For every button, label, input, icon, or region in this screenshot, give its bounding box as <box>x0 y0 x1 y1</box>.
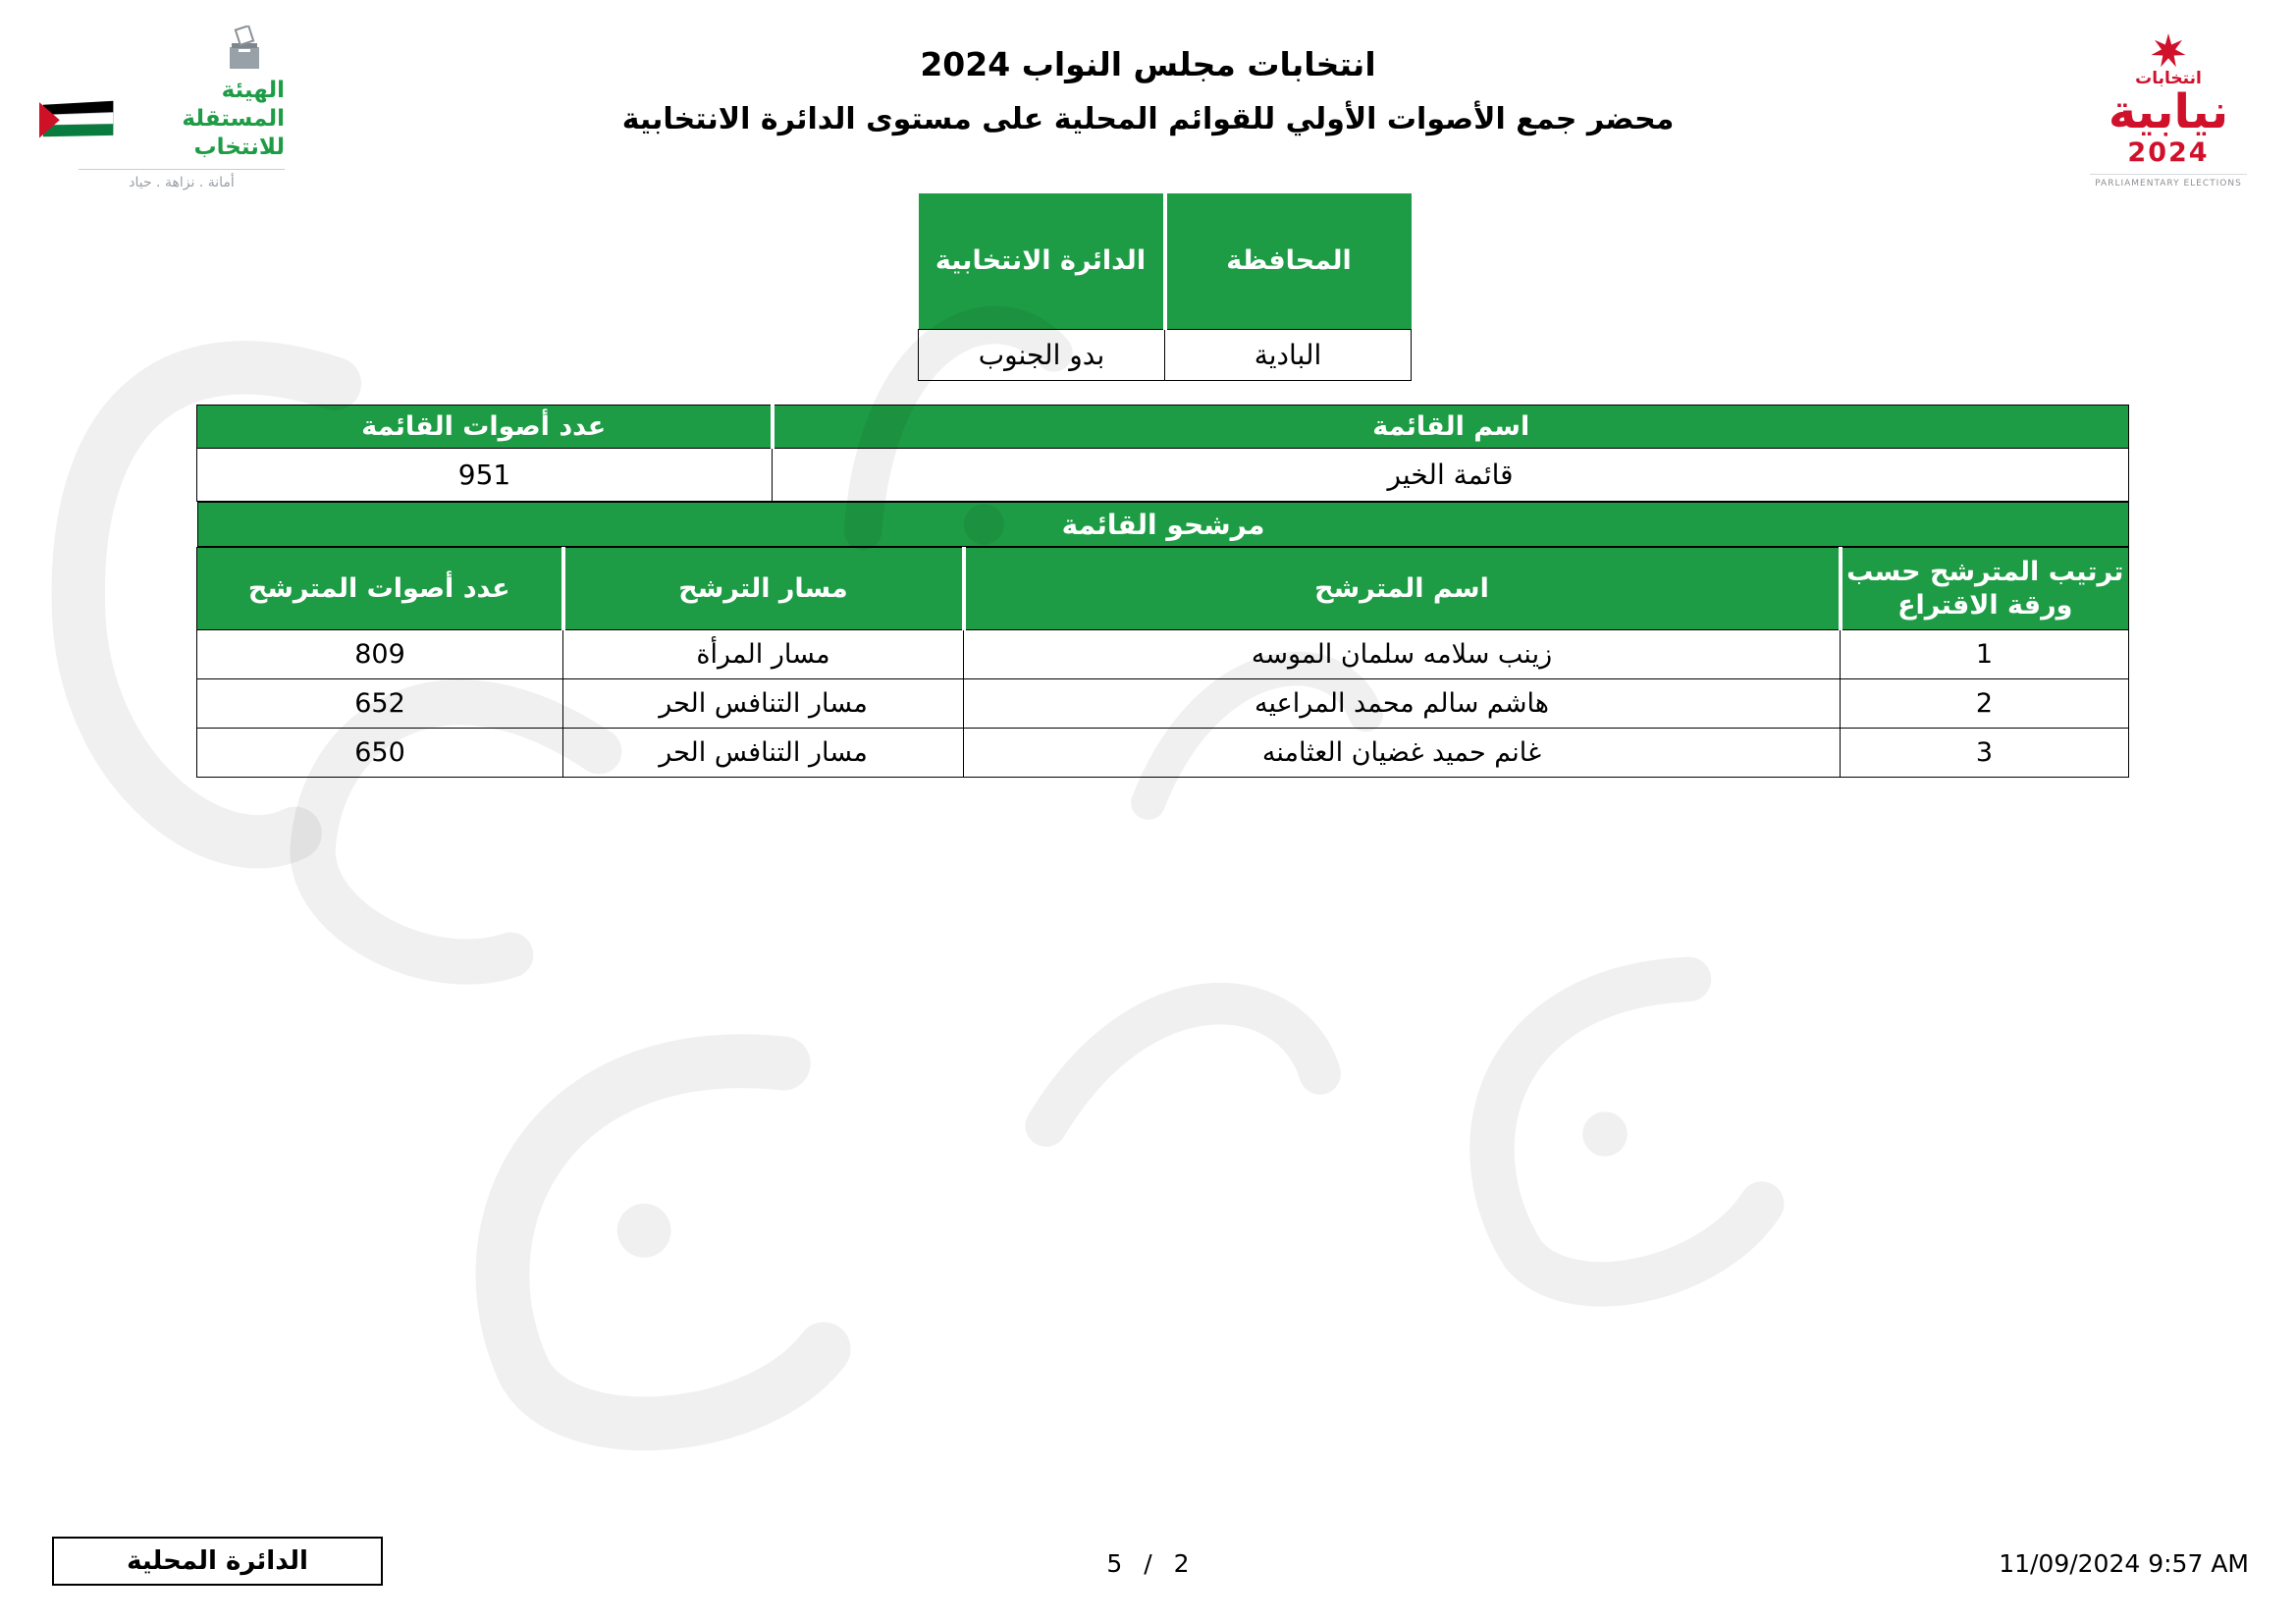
iec-tagline: أمانة . نزاهة . حياد <box>79 169 285 190</box>
district-header-cell: الدائرة الانتخابية <box>919 193 1165 329</box>
election-logo-word1: انتخابات <box>2135 69 2202 88</box>
candidate-row <box>197 630 2129 679</box>
candidate-votes: 809 <box>197 630 563 679</box>
candidate-row <box>197 679 2129 729</box>
candidate-order: 3 <box>1841 729 2129 778</box>
candidate-votes-header: عدد أصوات المترشح <box>197 548 563 630</box>
candidate-name-header: اسم المترشح <box>964 548 1841 630</box>
candidate-order: 1 <box>1841 630 2129 679</box>
watermark-swoosh <box>985 868 1392 1282</box>
iec-logo <box>39 26 285 190</box>
candidates-header-row <box>197 548 2129 630</box>
district-value-cell: بدو الجنوب <box>919 329 1165 380</box>
page-indicator-text: 5 / 2 <box>1106 1549 1190 1578</box>
candidate-track: مسار التنافس الحر <box>563 729 964 778</box>
election-logo-year: 2024 <box>2127 137 2210 168</box>
iec-name <box>124 77 285 161</box>
footer-datetime: 11/09/2024 9:57 AM <box>1999 1549 2249 1578</box>
iec-name-line2: للانتخاب <box>193 134 285 160</box>
list-votes-header-cell: عدد أصوات القائمة <box>197 406 773 449</box>
seven-pointed-star-icon <box>2151 33 2186 69</box>
page-subtitle: محضر جمع الأصوات الأولي للقوائم المحلية على مستوى الدائرة الانتخابية <box>621 102 1675 136</box>
footer-district-label: الدائرة المحلية <box>52 1537 383 1586</box>
ballot-box-icon <box>222 26 267 75</box>
candidates-section-banner: مرشحو القائمة <box>197 502 2129 547</box>
candidate-votes: 652 <box>197 679 563 729</box>
candidate-order-header: ترتيب المترشح حسب ورقة الاقتراع <box>1841 548 2129 630</box>
list-name-value-cell: قائمة الخير <box>773 449 2129 502</box>
election-2024-logo <box>2090 33 2247 189</box>
watermark-swoosh <box>1358 874 1852 1393</box>
candidate-row <box>197 729 2129 778</box>
candidate-name: غانم حميد غضيان العثامنه <box>964 729 1841 778</box>
list-table <box>196 405 2129 502</box>
candidate-order: 2 <box>1841 679 2129 729</box>
election-logo-subtitle: PARLIAMENTARY ELECTIONS <box>2090 174 2247 189</box>
jordan-flag-icon <box>39 97 116 140</box>
candidate-track: مسار المرأة <box>563 630 964 679</box>
candidate-track: مسار التنافس الحر <box>563 679 964 729</box>
page-indicator <box>0 1549 2296 1578</box>
page-title: انتخابات مجلس النواب 2024 <box>920 45 1376 83</box>
candidate-votes: 650 <box>197 729 563 778</box>
candidate-name: هاشم سالم محمد المراعيه <box>964 679 1841 729</box>
election-logo-word2: نيابية <box>2108 84 2229 139</box>
list-name-header-cell: اسم القائمة <box>773 406 2129 449</box>
district-governorate-table <box>918 193 1412 381</box>
candidate-track-header: مسار الترشح <box>563 548 964 630</box>
candidate-name: زينب سلامه سلمان الموسه <box>964 630 1841 679</box>
governorate-value-cell: البادية <box>1165 329 1412 380</box>
candidates-table <box>196 547 2129 778</box>
watermark-swoosh <box>392 972 914 1503</box>
governorate-header-cell: المحافظة <box>1165 193 1412 329</box>
list-votes-value-cell: 951 <box>197 449 773 502</box>
iec-name-line1: الهيئة المستقلة <box>182 78 285 132</box>
